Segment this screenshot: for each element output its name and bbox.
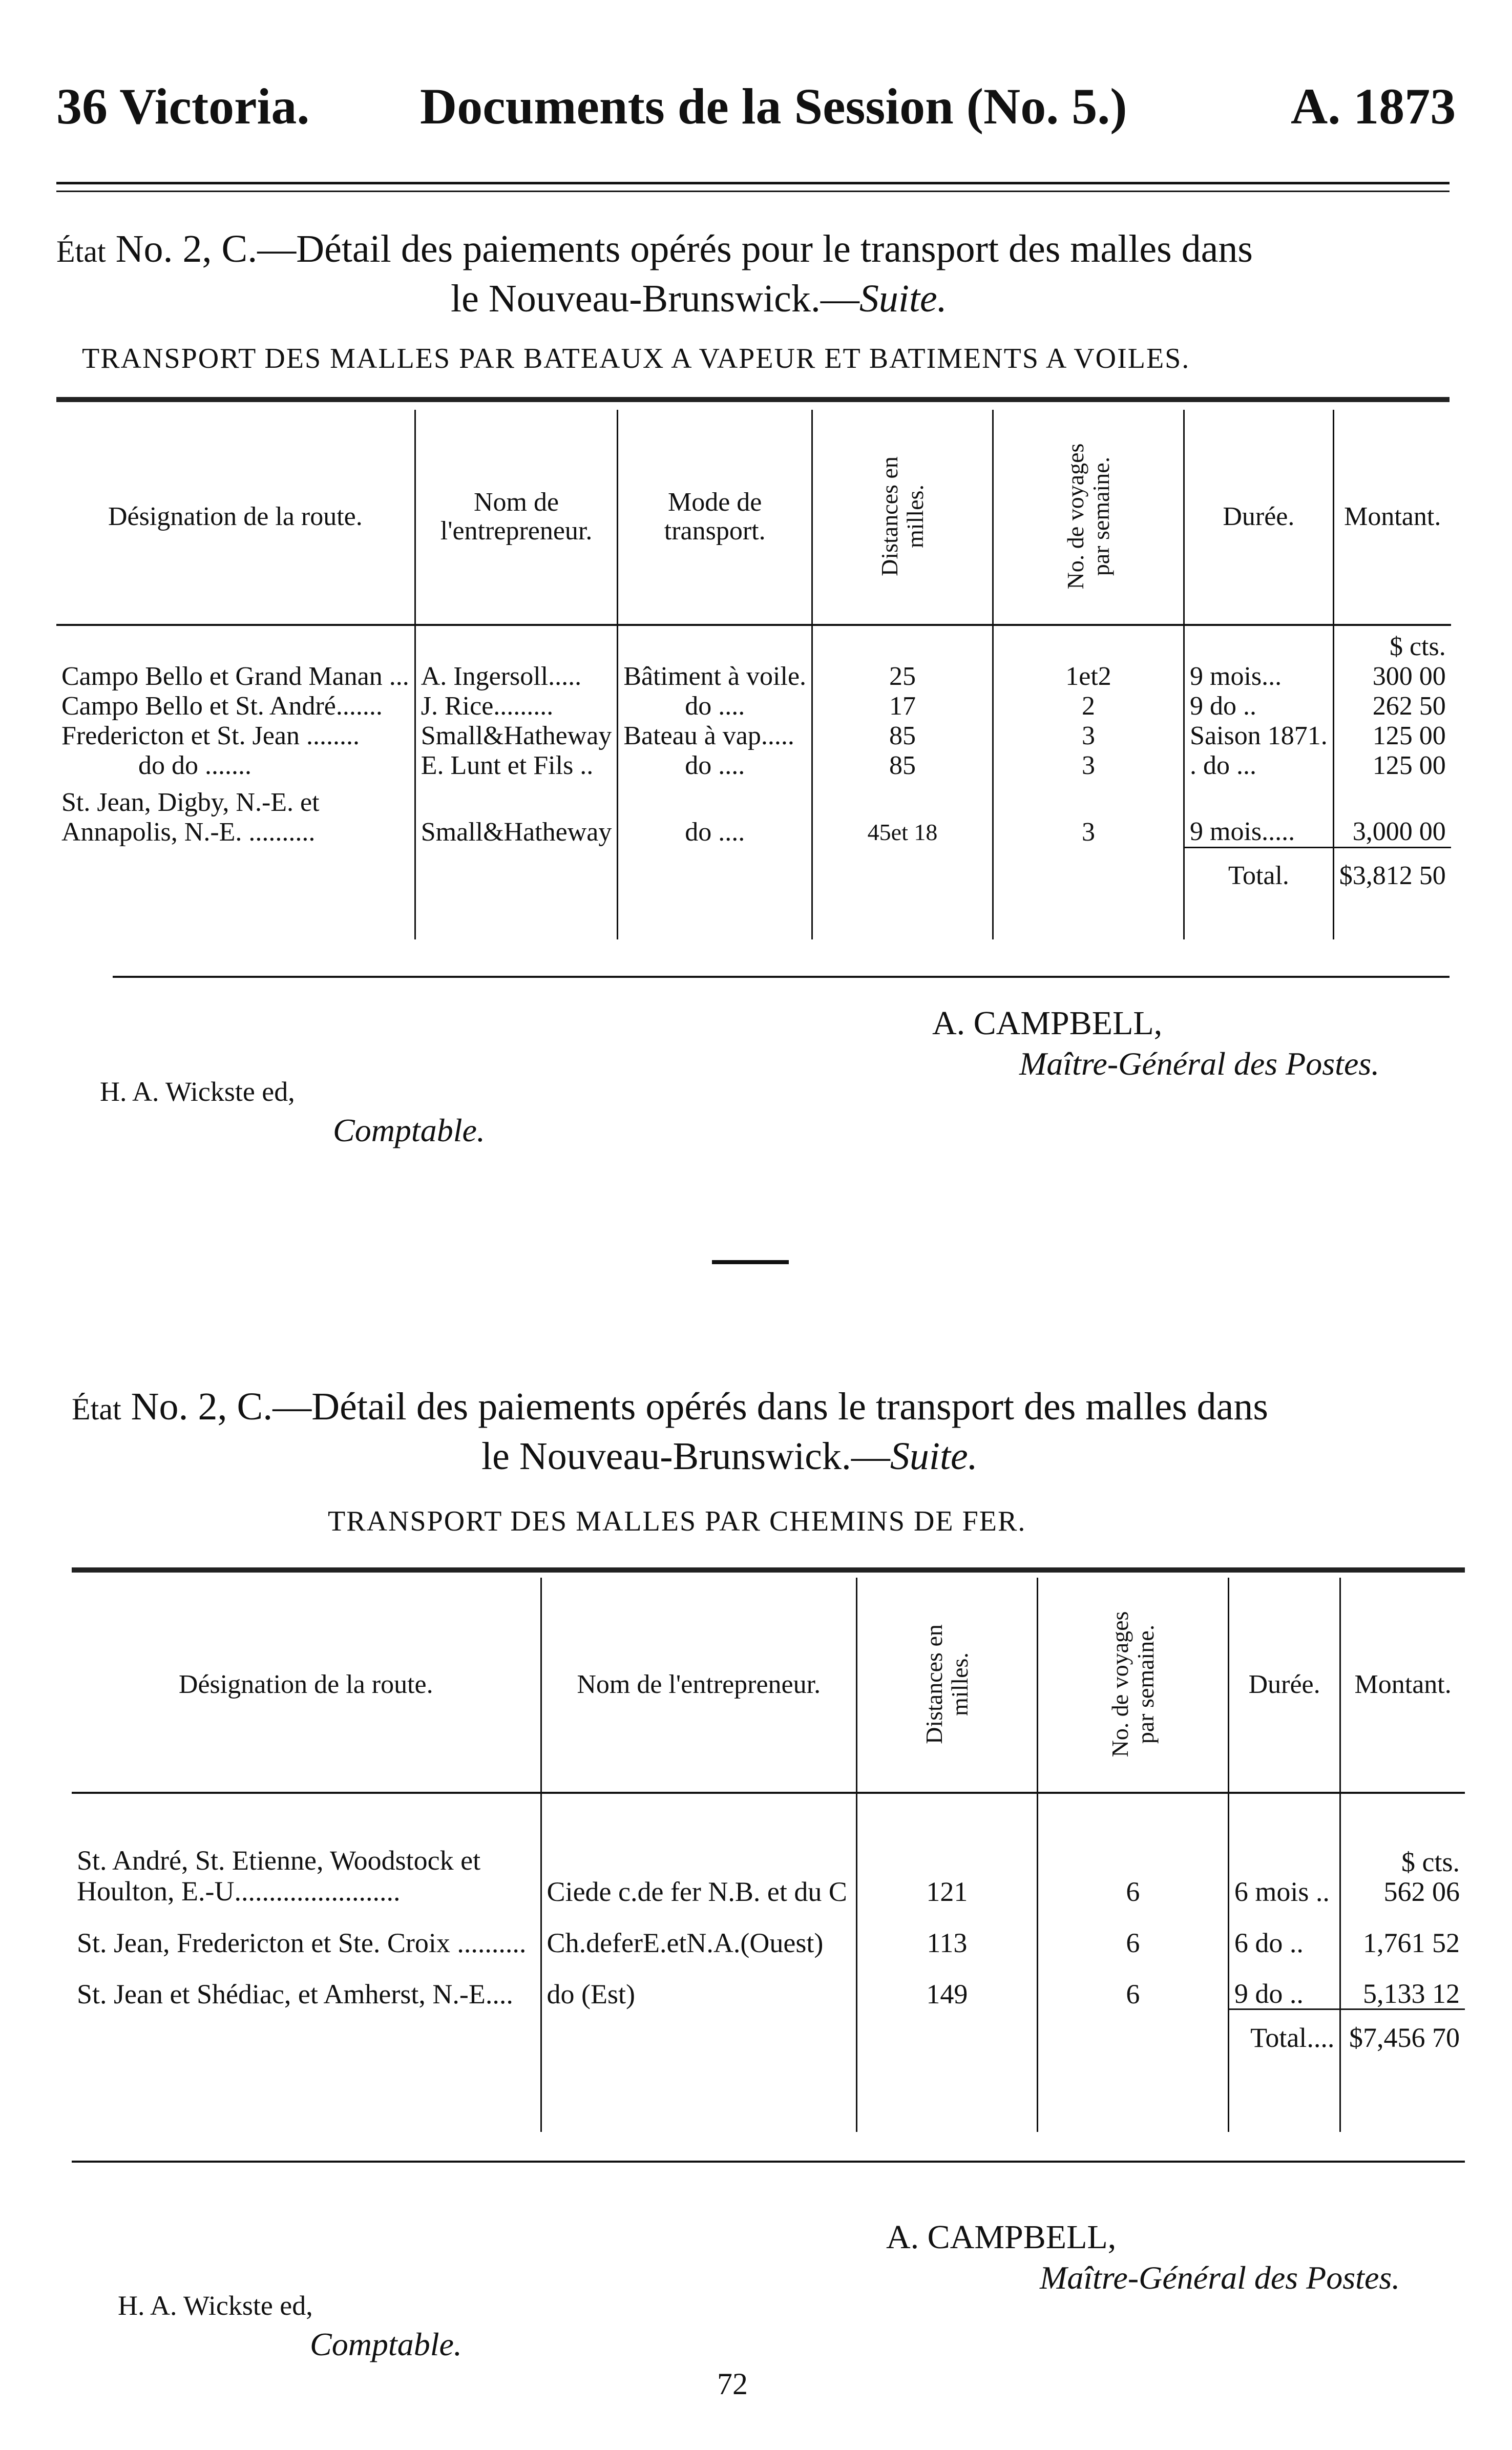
section2-total-label: Total.... — [1228, 2009, 1340, 2065]
section2-total-value: $7,456 70 — [1340, 2009, 1465, 2065]
section2-signature-name: A. CAMPBELL, — [886, 2218, 1117, 2256]
section1-accountant-title: Comptable. — [333, 1112, 485, 1148]
distance-cell: 17 — [812, 692, 993, 721]
section-divider — [712, 1260, 789, 1264]
section1-col-contractor: Nom de l'entrepreneur. — [415, 410, 618, 625]
trips-cell: 3 — [993, 721, 1184, 751]
duration-cell: . do ... — [1184, 751, 1334, 781]
distance-cell: 85 — [812, 751, 993, 781]
table-row — [72, 1840, 1465, 1907]
section2-col-distance: Distances en milles. — [920, 1624, 973, 1744]
section2-col-amount: Montant. — [1340, 1578, 1465, 1793]
distance-cell: 85 — [812, 721, 993, 751]
duration-cell: 9 do .. — [1228, 1958, 1340, 2009]
contractor-cell: Ch.deferE.etN.A.(Ouest) — [541, 1907, 856, 1958]
section1-col-trips: No. de voyages par semaine. — [1062, 443, 1115, 590]
contractor-cell: Ciede c.de fer N.B. et du C — [541, 1840, 856, 1907]
section2-signature-title: Maître-Général des Postes. — [1040, 2259, 1400, 2296]
section2-accountant-name-text: H. A. Wickste ed, — [118, 2290, 313, 2321]
header-right: A. 1873 — [1291, 78, 1456, 135]
trips-cell: 6 — [1037, 1907, 1228, 1958]
route-cell: St. Jean et Shédiac, et Amherst, N.-E.... — [77, 1979, 513, 2009]
section1-col-amount: Montant. — [1333, 410, 1451, 625]
contractor-cell: Small&Hatheway — [415, 721, 618, 751]
distance-cell: 121 — [856, 1840, 1037, 1907]
section2-accountant-name — [118, 2285, 313, 2323]
amount-cell: 262 50 — [1333, 692, 1451, 721]
trips-cell: 6 — [1037, 1958, 1228, 2009]
contractor-cell: E. Lunt et Fils .. — [415, 751, 618, 781]
section2-table-bottom-rule — [72, 2161, 1465, 2163]
section2-title-etat: État — [72, 1392, 121, 1426]
section2-title-main: No. 2, C.—Détail des paiements opérés dans le transport des malles dans — [131, 1385, 1268, 1428]
section1-table — [56, 410, 1451, 939]
section1-title-etat: État — [56, 235, 106, 268]
section2-col-duration: Durée. — [1228, 1578, 1340, 1793]
route-cell: do do ....... — [138, 751, 251, 780]
section1-total-label: Total. — [1184, 847, 1334, 904]
section1-col-mode: Mode de transport. — [618, 410, 812, 625]
route-cell: St. André, St. Etienne, Woodstock et Houlton, E.-U........................ — [77, 1845, 481, 1907]
amount-cell: 5,133 12 — [1340, 1958, 1465, 2009]
section1-signature-title: Maître-Général des Postes. — [1019, 1045, 1380, 1082]
amount-cell: 125 00 — [1333, 751, 1451, 781]
mode-cell: do .... — [618, 692, 812, 721]
header-center: Documents de la Session (No. 5.) — [420, 78, 1127, 135]
trips-cell: 3 — [993, 781, 1184, 847]
section2-currency-header: $ cts. — [1401, 1847, 1460, 1877]
table-row — [56, 751, 1451, 781]
mode-cell: Bâtiment à voile. — [618, 662, 812, 692]
section2-table-top-rule — [72, 1567, 1465, 1573]
distance-cell: 45et 18 — [812, 781, 993, 847]
amount-cell: 3,000 00 — [1333, 781, 1451, 847]
duration-cell: Saison 1871. — [1184, 721, 1334, 751]
mode-cell: do .... — [618, 751, 812, 781]
duration-cell: 6 mois .. — [1228, 1840, 1340, 1907]
contractor-cell: A. Ingersoll..... — [415, 662, 618, 692]
section1-col-route: Désignation de la route. — [108, 502, 363, 531]
section1-accountant-name-text: H. A. Wickste ed, — [100, 1076, 295, 1107]
section1-title — [56, 225, 1450, 322]
section1-col-distance: Distances en milles. — [876, 456, 929, 576]
table-row — [72, 1907, 1465, 1958]
mode-cell: Bateau à vap..... — [618, 721, 812, 751]
distance-cell: 149 — [856, 1958, 1037, 2009]
section2-table — [72, 1578, 1465, 2132]
duration-cell: 9 do .. — [1184, 692, 1334, 721]
duration-cell: 6 do .. — [1228, 1907, 1340, 1958]
table-row — [56, 781, 1451, 847]
duration-cell: 9 mois... — [1184, 662, 1334, 692]
contractor-cell: do (Est) — [541, 1958, 856, 2009]
section1-title-suite: Suite. — [859, 277, 947, 320]
route-cell: Fredericton et St. Jean ........ — [61, 721, 360, 750]
section1-subtitle: TRANSPORT DES MALLES PAR BATEAUX A VAPEUR ET BATIMENTS A VOILES. — [82, 343, 1190, 374]
header-left: 36 Victoria. — [56, 78, 310, 135]
duration-cell: 9 mois..... — [1184, 781, 1334, 847]
table-row — [72, 1958, 1465, 2009]
section2-total-row — [72, 2009, 1465, 2065]
section2-title-line2: le Nouveau-Brunswick.— — [481, 1435, 890, 1478]
section2-subtitle: TRANSPORT DES MALLES PAR CHEMINS DE FER. — [328, 1505, 1026, 1537]
route-cell: St. Jean, Fredericton et Ste. Croix .......... — [77, 1928, 527, 1958]
table-row — [56, 692, 1451, 721]
table-row — [56, 662, 1451, 692]
header-rule-bottom — [56, 191, 1450, 192]
section1-col-duration: Durée. — [1184, 410, 1334, 625]
contractor-cell: Small&Hatheway — [415, 781, 618, 847]
route-cell: Campo Bello et St. André....... — [61, 692, 383, 721]
amount-cell: 1,761 52 — [1340, 1907, 1465, 1958]
page-number: 72 — [717, 2367, 748, 2401]
section1-total-value: $3,812 50 — [1333, 847, 1451, 904]
section1-header-row — [56, 410, 1451, 625]
section1-table-top-rule — [56, 397, 1450, 402]
section1-total-row — [56, 847, 1451, 904]
section1-accountant-name — [100, 1071, 295, 1109]
route-cell: Campo Bello et Grand Manan ... — [61, 662, 409, 691]
amount-value: 562 06 — [1383, 1876, 1460, 1907]
route-cell: St. Jean, Digby, N.-E. et Annapolis, N.-E. .......... — [61, 788, 320, 847]
section2-title-suite: Suite. — [890, 1435, 978, 1478]
amount-cell: 125 00 — [1333, 721, 1451, 751]
section1-currency-header: $ cts. — [1333, 625, 1451, 662]
header-rule-top — [56, 182, 1450, 184]
distance-cell: 113 — [856, 1907, 1037, 1958]
mode-cell: do .... — [618, 781, 812, 847]
section2-header-row — [72, 1578, 1465, 1793]
distance-cell: 25 — [812, 662, 993, 692]
amount-cell — [1340, 1840, 1465, 1907]
section2-title — [72, 1383, 1465, 1480]
section1-table-bottom-rule — [113, 976, 1450, 978]
contractor-cell: J. Rice......... — [415, 692, 618, 721]
table-row — [56, 721, 1451, 751]
trips-cell: 2 — [993, 692, 1184, 721]
trips-cell: 3 — [993, 751, 1184, 781]
trips-cell: 1et2 — [993, 662, 1184, 692]
section2-col-trips: No. de voyages par semaine. — [1106, 1611, 1159, 1757]
section1-title-line2: le Nouveau-Brunswick.— — [451, 277, 859, 320]
section1-signature-name: A. CAMPBELL, — [932, 1004, 1163, 1042]
section1-title-main: No. 2, C.—Détail des paiements opérés pour le transport des malles dans — [115, 227, 1253, 270]
section2-accountant-title: Comptable. — [310, 2326, 462, 2362]
section2-col-contractor: Nom de l'entrepreneur. — [541, 1578, 856, 1793]
section2-col-route: Désignation de la route. — [178, 1670, 433, 1699]
trips-cell: 6 — [1037, 1840, 1228, 1907]
amount-cell: 300 00 — [1333, 662, 1451, 692]
